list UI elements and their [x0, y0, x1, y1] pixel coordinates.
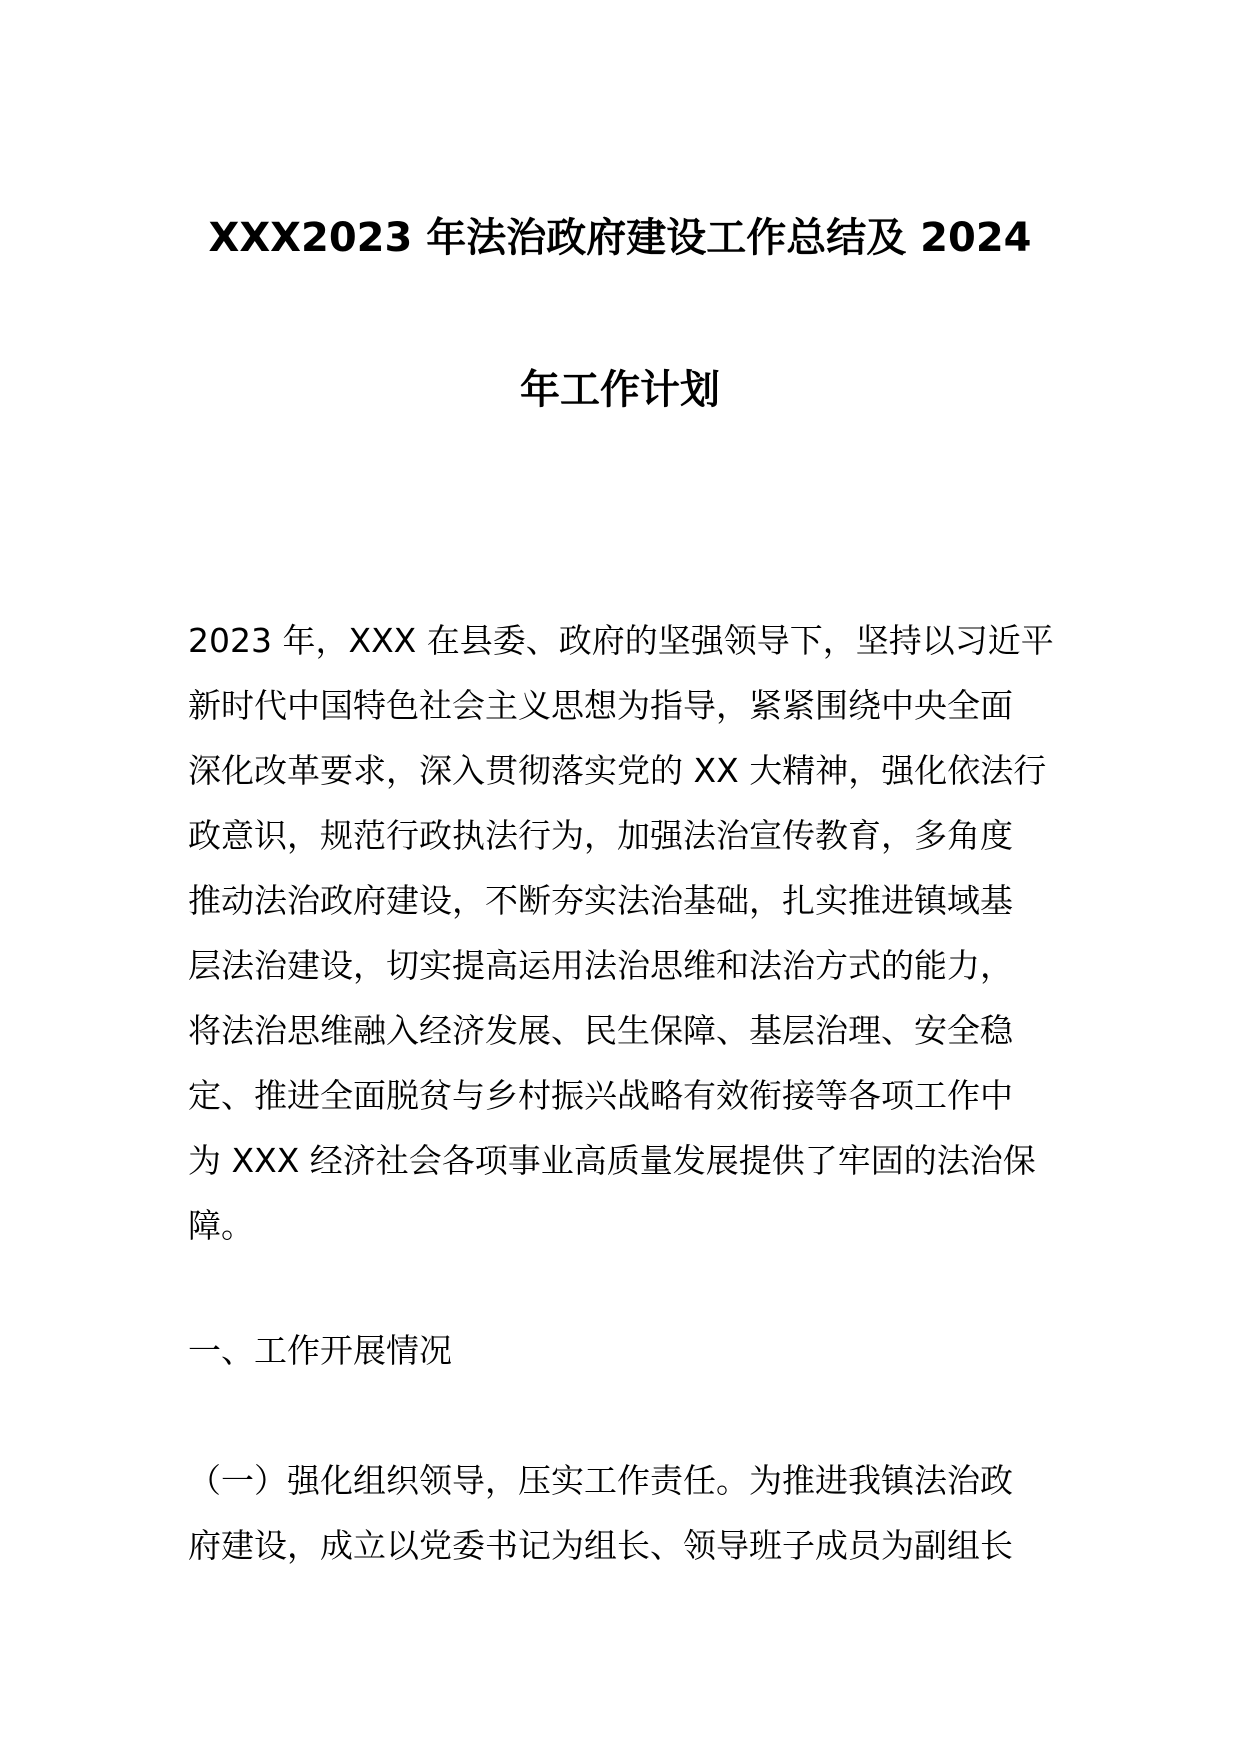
- paragraph-line: （一）强化组织领导，压实工作责任。为推进我镇法治政: [188, 1461, 1013, 1500]
- paragraph-line: 2023 年，XXX 在县委、政府的坚强领导下，坚持以习近平: [188, 621, 1054, 660]
- paragraph-line: 定、推进全面脱贫与乡村振兴战略有效衔接等各项工作中: [188, 1076, 1013, 1115]
- section-heading: [188, 1318, 1058, 1383]
- paragraph-line: 深化改革要求，深入贯彻落实党的 XX 大精神，强化依法行: [188, 751, 1047, 790]
- paragraph-line: 层法治建设，切实提高运用法治思维和法治方式的能力，: [188, 946, 1013, 985]
- paragraph-line: 府建设，成立以党委书记为组长、领导班子成员为副组长: [188, 1526, 1013, 1565]
- paragraph-line: 为 XXX 经济社会各项事业高质量发展提供了牢固的法治保: [188, 1141, 1036, 1180]
- paragraph-line: 推动法治政府建设，不断夯实法治基础，扎实推进镇域基: [188, 881, 1013, 920]
- paragraph-line: 将法治思维融入经济发展、民生保障、基层治理、安全稳: [188, 1011, 1013, 1050]
- document-title-line-2: 年工作计划: [520, 367, 720, 413]
- paragraph-section-1: [188, 1448, 1058, 1578]
- paragraph-line: 政意识，规范行政执法行为，加强法治宣传教育，多角度: [188, 816, 1013, 855]
- paragraph-intro: [188, 608, 1058, 1258]
- paragraph-line: 障。: [188, 1206, 254, 1245]
- section-heading-text: 一、工作开展情况: [188, 1331, 452, 1370]
- document-title-line-1: XXX2023 年法治政府建设工作总结及 2024: [208, 215, 1032, 261]
- paragraph-line: 新时代中国特色社会主义思想为指导，紧紧围绕中央全面: [188, 686, 1013, 725]
